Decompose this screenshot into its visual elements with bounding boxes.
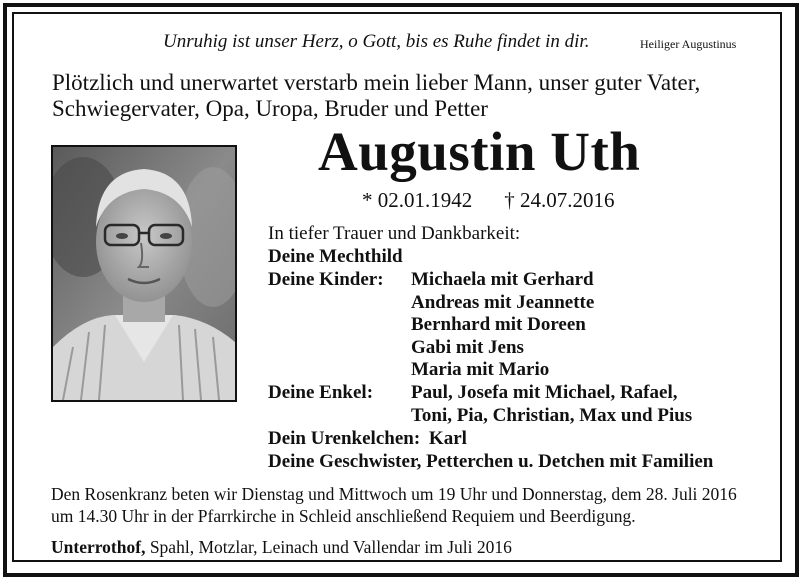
mourners-intro: In tiefer Trauer und Dankbarkeit: [268, 223, 521, 244]
footer-line-1: Den Rosenkranz beten wir Dienstag und Mittwoch um 19 Uhr und Donnerstag, dem 28. Juli 2016 [51, 484, 737, 504]
siblings-line: Deine Geschwister, Petterchen u. Detchen mit Familien [268, 451, 714, 472]
child-entry: Maria mit Mario [411, 359, 550, 381]
great-grandchild-row [268, 428, 467, 451]
child-entry: Gabi mit Jens [411, 336, 524, 358]
mourner-wife: Deine Mechthild [268, 246, 403, 267]
intro-line-1: Plötzlich und unerwartet verstarb mein lieber Mann, unser guter Vater, [52, 70, 701, 95]
grandchildren-list [411, 382, 692, 427]
quote-text: Unruhig ist unser Herz, o Gott, bis es Ruhe findet in dir. [163, 31, 590, 52]
intro-text [52, 70, 700, 122]
grandchildren-label: Deine Enkel: [268, 382, 374, 403]
birth-date: * 02.01.1942 [362, 188, 473, 212]
portrait-image [53, 147, 235, 400]
deceased-name: Augustin Uth [318, 121, 641, 182]
footer-signature [51, 537, 512, 558]
intro-line-2: Schwiegervater, Opa, Uropa, Bruder und Petter [52, 96, 488, 121]
grandchild-entry: Toni, Pia, Christian, Max und Pius [411, 404, 693, 426]
footer-line-2: um 14.30 Uhr in der Pfarrkirche in Schleid anschließend Requiem und Beerdigung. [51, 506, 636, 526]
child-entry: Bernhard mit Doreen [411, 314, 586, 336]
footer-place: Unterrothof, [51, 537, 146, 557]
grandchild-entry: Paul, Josefa mit Michael, Rafael, [411, 382, 678, 403]
children-list [411, 269, 594, 382]
children-label: Deine Kinder: [268, 269, 384, 290]
portrait-photo [51, 145, 237, 402]
footer-place-rest: Spahl, Motzlar, Leinach und Vallendar im Juli 2016 [149, 537, 512, 557]
life-dates [362, 188, 615, 213]
child-entry: Andreas mit Jeannette [411, 291, 595, 313]
quote-author: Heiliger Augustinus [640, 37, 737, 51]
death-date: † 24.07.2016 [504, 188, 615, 212]
child-entry: Michaela mit Gerhard [411, 269, 594, 290]
great-grandchild-name: Karl [428, 428, 467, 449]
great-grandchild-label: Dein Urenkelchen: [268, 428, 421, 449]
